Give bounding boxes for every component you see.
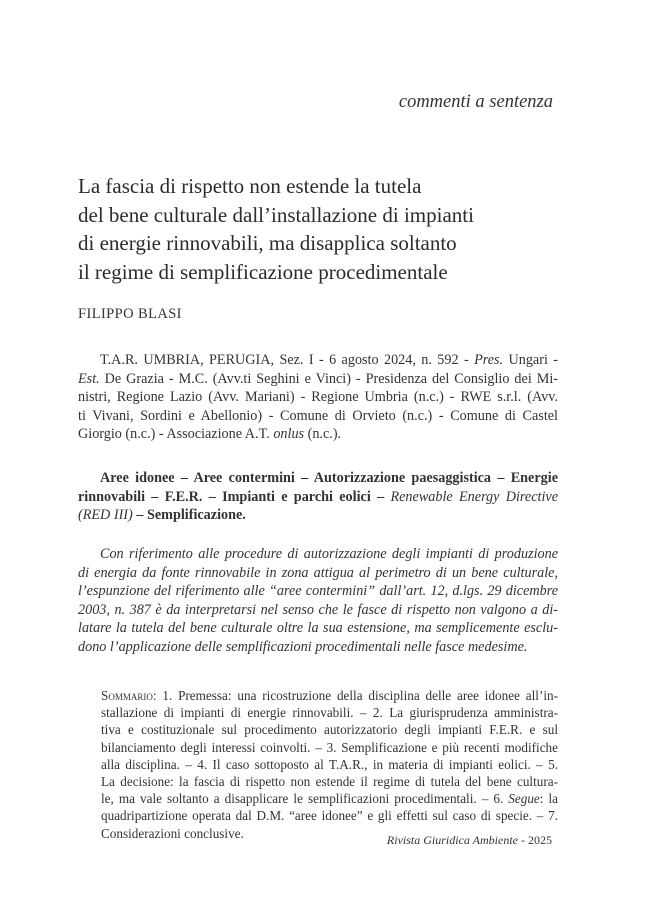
summary-line: le, ma vale soltanto a disapplicare le semplificazioni procedimentali. – 6. Segue: la — [101, 791, 558, 807]
journal-name: Rivista Giuridica Ambiente — [386, 833, 518, 847]
maxim-line: latare la tutela del bene culturale oltre la sua estensione, ma semplicemente esclu- — [78, 620, 558, 637]
maxim-line: di energia da fonte rinnovabile in zona attigua al perimetro di un bene culturale, — [78, 564, 558, 581]
summary-line: quadripartizione operata dal D.M. “aree idonee” e gli effetti sul caso di specie. – 7. — [101, 808, 558, 824]
maxim-line: l’espunzione del riferimento alle “aree contermini” dall’art. 12, d.lgs. 29 dicembre — [78, 583, 558, 600]
reference-line: Est. De Grazia - M.C. (Avv.ti Seghini e Vinci) - Presidenza del Consiglio dei Mi- — [78, 370, 558, 387]
reference-line: Giorgio (n.c.) - Associazione A.T. onlus (n.c.). — [78, 426, 342, 443]
summary-line: La decisione: la fascia di rispetto non estende il regime di tutela del bene cultura- — [101, 774, 558, 790]
title-line: il regime di semplificazione procedimentale — [78, 259, 448, 284]
summary-label: Sommario — [101, 688, 153, 703]
summary-line: stallazione di impianti di energie rinnovabili. – 2. La giurisprudenza amministra- — [101, 705, 558, 721]
legal-maxim — [78, 545, 558, 657]
section-label: commenti a sentenza — [398, 92, 553, 112]
author-name: FILIPPO BLASI — [78, 306, 182, 322]
summary-line: alla disciplina. – 4. Il caso sottoposto al T.A.R., in materia di impianti eolici. – 5. — [101, 756, 558, 772]
title-line: del bene culturale dall’installazione di impianti — [78, 202, 474, 227]
article-title — [78, 172, 548, 286]
keywords-line: Aree idonee – Aree contermini – Autorizzazione paesaggistica – Energie — [100, 470, 558, 486]
summary-line: Sommario: 1. Premessa: una ricostruzione della disciplina delle aree idonee all’in- — [101, 688, 558, 703]
summary-line: tiva e costituzionale sul procedimento autorizzatorio degli impianti F.E.R. e sul — [101, 722, 558, 738]
reference-line: ti Vivani, Sordini e Abellonio) - Comune di Orvieto (n.c.) - Comune di Castel — [78, 407, 558, 424]
running-footer — [387, 833, 552, 848]
maxim-line: Con riferimento alle procedure di autorizzazione degli impianti di produzione — [100, 546, 558, 562]
reference-line: nistri, Regione Lazio (Avv. Mariani) - Regione Umbria (n.c.) - RWE s.r.l. (Avv. — [78, 389, 558, 406]
keywords-line: rinnovabili – F.E.R. – Impianti e parchi eolici – Renewable Energy Directive — [78, 488, 558, 505]
case-reference — [78, 351, 558, 444]
summary-line: Considerazioni conclusive. — [101, 825, 244, 841]
journal-year: - 2025 — [518, 833, 552, 847]
title-line: di energie rinnovabili, ma disapplica soltanto — [78, 231, 457, 255]
summary — [101, 687, 558, 842]
reference-line: T.A.R. UMBRIA, PERUGIA, Sez. I - 6 agosto 2024, n. 592 - Pres. Ungari - — [100, 352, 558, 368]
maxim-line: dono l’applicazione delle semplificazioni procedimentali nelle fasce medesime. — [78, 638, 528, 655]
keywords — [78, 469, 558, 525]
summary-line: bilanciamento degli interessi coinvolti. – 3. Semplificazione e più recenti modifiche — [101, 739, 558, 755]
keywords-line: (RED III) – Semplificazione. — [78, 507, 246, 524]
title-line: La fascia di rispetto non estende la tutela — [78, 174, 422, 198]
maxim-line: 2003, n. 387 è da interpretarsi nel senso che le fasce di rispetto non valgono a di- — [78, 601, 558, 618]
